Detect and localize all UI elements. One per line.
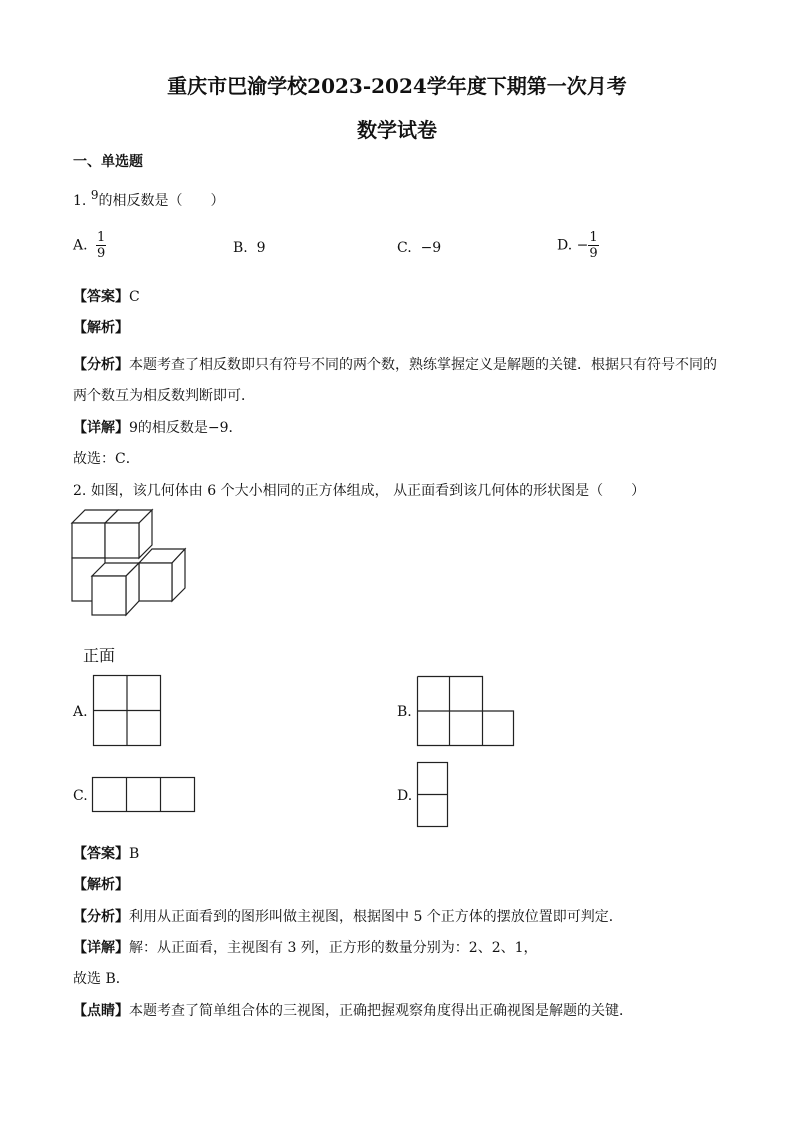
grid-outline: [93, 778, 195, 812]
question-value: 9: [90, 188, 99, 202]
numerator: 1: [589, 230, 598, 245]
cube-figure: [70, 508, 190, 618]
numerator: 1: [97, 230, 106, 245]
option-c-figure: [92, 777, 196, 813]
answer-value: C: [129, 289, 140, 305]
question-text: 的相反数是（ ）: [98, 193, 225, 209]
xiangjie-text: 解：从正面看，主视图有 3 列，正方形的数量分别为：2、2、1，: [129, 940, 538, 956]
xiangjie-line: [73, 417, 243, 437]
cube-face: [139, 563, 172, 601]
option-d: [557, 230, 599, 261]
dianjing-tag: 【点睛】: [73, 1003, 129, 1019]
option-letter: A.: [73, 237, 88, 254]
conclusion: 故选：C．: [73, 451, 140, 467]
xiangjie-tag: 【详解】: [73, 940, 129, 956]
xiangjie-line-q2: [73, 937, 538, 957]
fenxi-line-1: [73, 354, 717, 374]
fraction: [96, 230, 106, 261]
dianjing-text: 本题考查了简单组合体的三视图，正确把握观察角度得出正确视图是解题的关键．: [129, 1003, 633, 1019]
option-c-letter: C.: [73, 788, 88, 804]
denominator: 9: [97, 246, 106, 261]
cube-face: [92, 576, 126, 615]
option-b-letter: B.: [397, 704, 412, 720]
denominator: 9: [589, 246, 598, 261]
fenxi-text: 本题考查了相反数即只有符号不同的两个数，熟练掌握定义是解题的关键．根据只有符号不同的: [129, 357, 717, 373]
option-letter: D.: [557, 237, 573, 254]
page-title: 重庆市巴渝学校2023-2024学年度下期第一次月考: [167, 74, 627, 98]
fenxi-tag: 【分析】: [73, 357, 129, 373]
question-1-stem: [73, 188, 224, 210]
fenxi-text: 利用从正面看到的图形叫做主视图，根据图中 5 个正方体的摆放位置即可判定．: [129, 909, 623, 925]
option-letter: B.: [233, 240, 248, 256]
fenxi-line-2: 两个数互为相反数判断即可．: [73, 388, 255, 404]
cube-face: [72, 523, 105, 558]
minus-sign: −: [576, 237, 589, 254]
dianjing-line: [73, 1000, 633, 1020]
question-number: 1.: [73, 193, 87, 209]
fenxi-line-q2: [73, 906, 623, 926]
option-a: [73, 230, 106, 261]
option-b: [233, 240, 266, 256]
answer-tag: 【答案】: [73, 846, 129, 862]
xiangjie-tag: 【详解】: [73, 420, 129, 436]
front-label: 正面: [83, 646, 116, 665]
option-value: −9: [420, 240, 442, 256]
option-letter: C.: [397, 240, 412, 256]
option-b-figure: [417, 676, 515, 746]
cube-face: [105, 523, 139, 558]
page-subtitle: 数学试卷: [357, 118, 437, 142]
question-text: 如图，该几何体由 6 个大小相同的正方体组成， 从正面看到该几何体的形状图是（ ）: [90, 483, 646, 499]
option-a-figure: [93, 675, 161, 747]
option-a-letter: A.: [73, 704, 88, 720]
option-d-figure: [417, 762, 449, 828]
answer-line: [73, 286, 140, 306]
question-number: 2.: [73, 483, 87, 499]
question-2-stem: [73, 480, 645, 500]
option-d-letter: D.: [397, 788, 413, 804]
option-c: [397, 240, 441, 256]
answer-tag: 【答案】: [73, 289, 129, 305]
fraction: [588, 230, 598, 261]
conclusion-2: 故选 B．: [73, 971, 130, 987]
analysis-tag-2: 【解析】: [73, 877, 129, 893]
answer-value: B: [129, 846, 140, 862]
xiangjie-text: 9的相反数是−9．: [129, 420, 243, 436]
section-heading: 一、单选题: [73, 154, 143, 170]
fenxi-tag: 【分析】: [73, 909, 129, 925]
analysis-tag: 【解析】: [73, 320, 129, 336]
answer-line-2: [73, 843, 139, 863]
option-value: 9: [256, 240, 266, 256]
